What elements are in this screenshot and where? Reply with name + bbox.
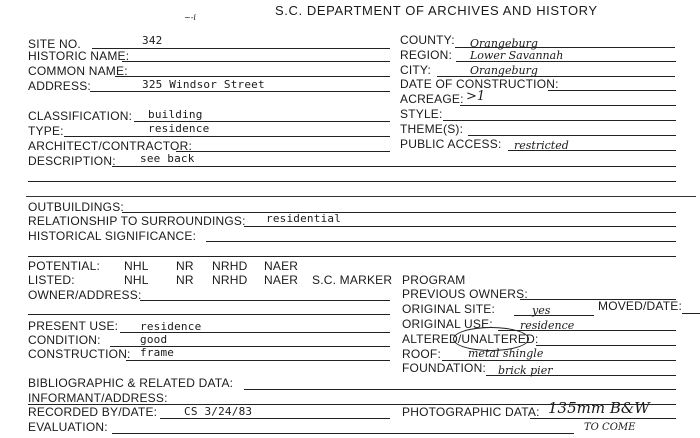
address-label: ADDRESS: (28, 79, 91, 93)
original-site-value: yes (532, 304, 551, 317)
site-no-label: SITE NO. (28, 37, 81, 51)
photographic-data-field-line (530, 418, 676, 419)
listed-option-sc-marker: S.C. MARKER (312, 273, 393, 287)
architect-field-line (176, 151, 390, 152)
listed-option-nhl: NHL (124, 273, 149, 287)
recorded-by-label: RECORDED BY/DATE: (28, 405, 158, 419)
previous-owners-label: PREVIOUS OWNERS: (402, 287, 528, 301)
moved-date-field-line (682, 313, 700, 314)
listed-option-nr: NR (176, 273, 194, 287)
roof-label: ROOF: (402, 347, 441, 361)
county-label: COUNTY: (400, 33, 455, 47)
altered-field-line (536, 345, 676, 346)
bibliographic-label: BIBLIOGRAPHIC & RELATED DATA: (28, 376, 234, 390)
owner-address-label: OWNER/ADDRESS: (28, 288, 142, 302)
original-use-field-line (498, 330, 676, 331)
original-site-field-line (514, 315, 594, 316)
description-value: see back (140, 152, 195, 165)
foundation-field-line (486, 375, 676, 376)
address-field-line (90, 91, 390, 92)
moved-date-label: MOVED/DATE: (598, 299, 682, 313)
outbuildings-field-line (122, 212, 676, 213)
construction-field-line (126, 360, 390, 361)
construction-label: CONSTRUCTION: (28, 347, 131, 361)
region-label: REGION: (400, 48, 453, 62)
potential-option-nhl: NHL (124, 259, 149, 273)
style-field-line (443, 120, 676, 121)
potential-option-naer: NAER (264, 259, 299, 273)
description-extra-line-1 (28, 181, 676, 182)
foundation-value: brick pier (498, 364, 553, 377)
type-value: residence (148, 122, 210, 135)
relationship-value: residential (266, 212, 342, 225)
date-of-construction-label: DATE OF CONSTRUCTION: (400, 77, 559, 91)
historic-name-field-line (122, 61, 390, 62)
common-name-label: COMMON NAME: (28, 64, 128, 78)
themes-field-line (468, 135, 676, 136)
outbuildings-label: OUTBUILDINGS: (28, 200, 124, 214)
county-value: Orangeburg (470, 37, 538, 50)
construction-value: frame (140, 346, 175, 359)
photographic-data-value: 135mm B&W (548, 399, 650, 417)
public-access-value: restricted (514, 139, 569, 152)
original-site-label: ORIGINAL SITE: (402, 302, 496, 316)
recorded-by-field-line (160, 418, 390, 419)
classification-label: CLASSIFICATION: (28, 109, 133, 123)
city-value: Orangeburg (470, 64, 538, 77)
recorded-by-value: CS 3/24/83 (184, 405, 253, 418)
bibliographic-field-line (244, 389, 676, 390)
listed-option-nrhd: NRHD (212, 273, 248, 287)
region-field-line (456, 61, 676, 62)
description-field-line (112, 166, 676, 167)
evaluation-label: EVALUATION: (28, 420, 108, 434)
type-label: TYPE: (28, 124, 64, 138)
county-field-line (455, 47, 675, 48)
altered-unaltered-label: ALTERED/UNALTERED: (402, 332, 539, 346)
foundation-label: FOUNDATION: (402, 361, 486, 375)
original-use-value: residence (520, 319, 575, 332)
photographic-data-note: TO COME (584, 422, 636, 433)
acreage-field-line (460, 105, 676, 106)
condition-label: CONDITION: (28, 333, 101, 347)
present-use-value: residence (140, 320, 202, 333)
historical-significance-label: HISTORICAL SIGNIFICANCE: (28, 229, 197, 243)
relationship-field-line (244, 226, 676, 227)
potential-option-nr: NR (176, 259, 194, 273)
potential-option-nrhd: NRHD (212, 259, 248, 273)
address-value: 325 Windsor Street (142, 78, 265, 91)
owner-address-extra-line (28, 314, 390, 315)
informant-label: INFORMANT/ADDRESS: (28, 391, 168, 405)
classification-value: building (148, 108, 203, 121)
city-label: CITY: (400, 63, 432, 77)
architect-label: ARCHITECT/CONTRACTOR: (28, 139, 192, 153)
original-use-label: ORIGINAL USE: (402, 317, 493, 331)
listed-option-naer: NAER (264, 273, 299, 287)
evaluation-field-line (112, 433, 574, 434)
region-value: Lower Savannah (470, 49, 564, 62)
common-name-field-line (115, 76, 390, 77)
site-no-field-line (92, 48, 390, 49)
site-no-value: 342 (142, 34, 163, 47)
public-access-field-line (508, 150, 676, 151)
public-access-label: PUBLIC ACCESS: (400, 137, 502, 151)
condition-value: good (140, 333, 168, 346)
photographic-data-label: PHOTOGRAPHIC DATA: (402, 405, 540, 419)
historical-significance-field-line (206, 241, 676, 242)
present-use-label: PRESENT USE: (28, 319, 119, 333)
form-title: S.C. DEPARTMENT OF ARCHIVES AND HISTORY (275, 3, 598, 18)
program-label: PROGRAM (402, 273, 466, 287)
significance-extra-line (28, 256, 676, 257)
themes-label: THEME(S): (400, 122, 464, 136)
listed-label: LISTED: (28, 273, 75, 287)
relationship-label: RELATIONSHIP TO SURROUNDINGS: (28, 214, 246, 228)
style-label: STYLE: (400, 107, 443, 121)
potential-label: POTENTIAL: (28, 259, 101, 273)
type-field-line (64, 136, 390, 137)
date-of-construction-field-line (548, 90, 676, 91)
owner-address-field-line (140, 300, 390, 301)
roof-value: metal shingle (468, 347, 544, 360)
acreage-value: >1 (466, 89, 486, 104)
section-divider (26, 196, 696, 197)
acreage-label: ACREAGE: (400, 92, 464, 106)
stray-pen-mark: ~-i (184, 13, 196, 22)
historic-name-label: HISTORIC NAME: (28, 49, 130, 63)
description-label: DESCRIPTION: (28, 154, 116, 168)
